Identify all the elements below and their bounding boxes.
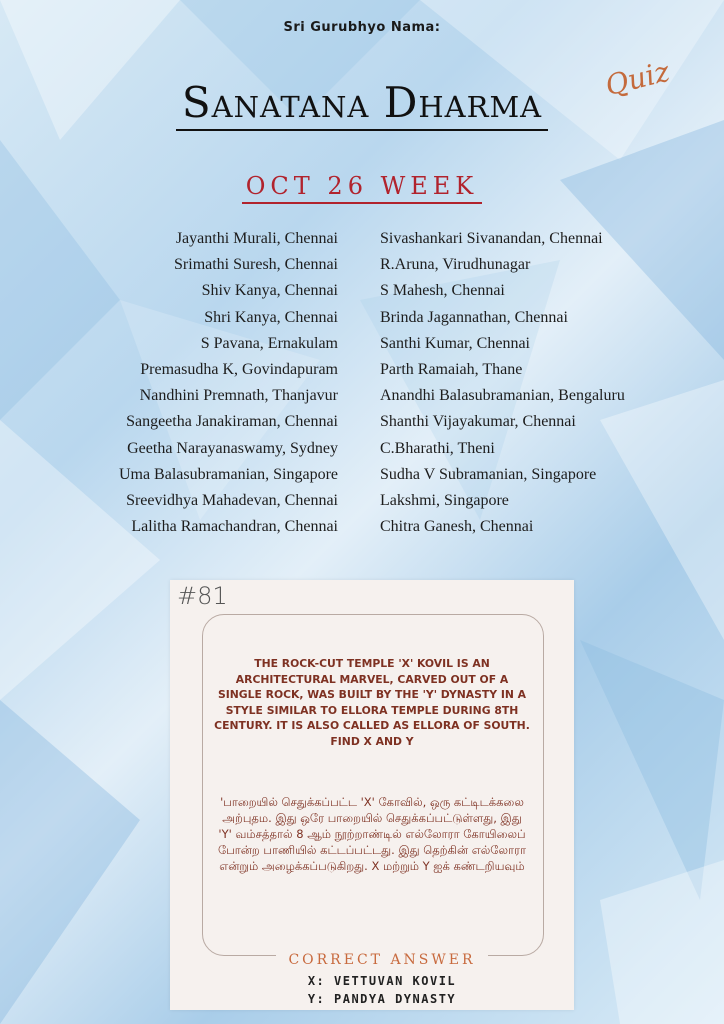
winner-name: Geetha Narayanaswamy, Sydney — [127, 439, 338, 457]
winner-name: Lakshmi, Singapore — [380, 491, 509, 509]
answer-title: CORRECT ANSWER — [288, 952, 476, 968]
winners-right-column — [380, 226, 710, 540]
question-card — [170, 580, 574, 1010]
header — [0, 20, 724, 35]
winner-name: Brinda Jagannathan, Chennai — [380, 308, 568, 326]
week-label: OCT 26 WEEK — [242, 172, 482, 204]
page-title: Sanatana Dharma — [176, 78, 548, 131]
winner-name: S Mahesh, Chennai — [380, 282, 505, 300]
winner-name: Jayanthi Murali, Chennai — [175, 230, 338, 247]
question-english: THE ROCK-CUT TEMPLE 'X' KOVIL IS AN ARCHITECTURAL MARVEL, CARVED OUT OF A SINGLE ROCK, WAS BUILT BY THE 'Y' DYNASTY IN A STYLE SIMILAR TO ELLORA TEMPLE DURING 8TH CENTURY. IT IS ALSO CALLED AS ELLORA OF SOUTH. FIND X AND Y — [214, 657, 530, 748]
winner-name: R.Aruna, Virudhunagar — [380, 256, 531, 274]
winner-name: Sangeetha Janakiraman, Chennai — [126, 413, 338, 431]
winner-name: Shri Kanya, Chennai — [204, 308, 338, 326]
week-heading — [0, 172, 724, 200]
winner-name: Parth Ramaiah, Thane — [380, 360, 523, 378]
winner-name: Lalitha Ramachandran, Chennai — [131, 518, 338, 536]
winner-name: Uma Balasubramanian, Singapore — [118, 465, 338, 483]
winner-name: Premasudha K, Govindapuram — [140, 360, 338, 378]
winner-name: Santhi Kumar, Chennai — [380, 334, 530, 352]
invocation-text: Sri Gurubhyo Nama: — [283, 20, 441, 35]
winner-name: Shanthi Vijayakumar, Chennai — [380, 413, 576, 431]
winner-name: Sreevidhya Mahadevan, Chennai — [126, 491, 338, 509]
winner-name: Sudha V Subramanian, Singapore — [380, 465, 597, 483]
winner-name: S Pavana, Ernakulam — [200, 334, 338, 352]
winner-name: Nandhini Premnath, Thanjavur — [139, 387, 338, 405]
winner-name: Chitra Ganesh, Chennai — [380, 518, 534, 536]
question-tamil: 'பாறையில் செதுக்கப்பட்ட 'X' கோவில், ஒரு கட்டிடக்கலை அற்புதம. இது ஒரே பாறையில் செதுக்கப்பட்டுள்ளது, இது 'Y' வம்சத்தால் 8 ஆம் நூற்றாண்டில் எல்லோரா கோயிலைப் போன்ற பாணியில் கட்டப்பட்டது. இது தெற்கின் எல்லோரா என்றும் அழைக்கப்படுகிறது. X மற்றும் Y ஐக் கண்டறியவும் — [218, 795, 526, 873]
winners-left-column — [40, 226, 338, 540]
answer-y: Y: PANDYA DYNASTY — [307, 992, 457, 1006]
winner-name: Sivashankari Sivanandan, Chennai — [380, 230, 603, 247]
question-number: #81 — [177, 582, 228, 610]
winner-name: Shiv Kanya, Chennai — [201, 282, 338, 300]
winner-name: Anandhi Balasubramanian, Bengaluru — [380, 387, 625, 405]
winner-name: C.Bharathi, Theni — [380, 439, 495, 457]
quiz-tag: Quiz — [601, 54, 673, 103]
winner-name: Srimathi Suresh, Chennai — [174, 256, 338, 274]
answer-x: X: VETTUVAN KOVIL — [307, 974, 457, 988]
answer-box — [276, 948, 488, 1010]
